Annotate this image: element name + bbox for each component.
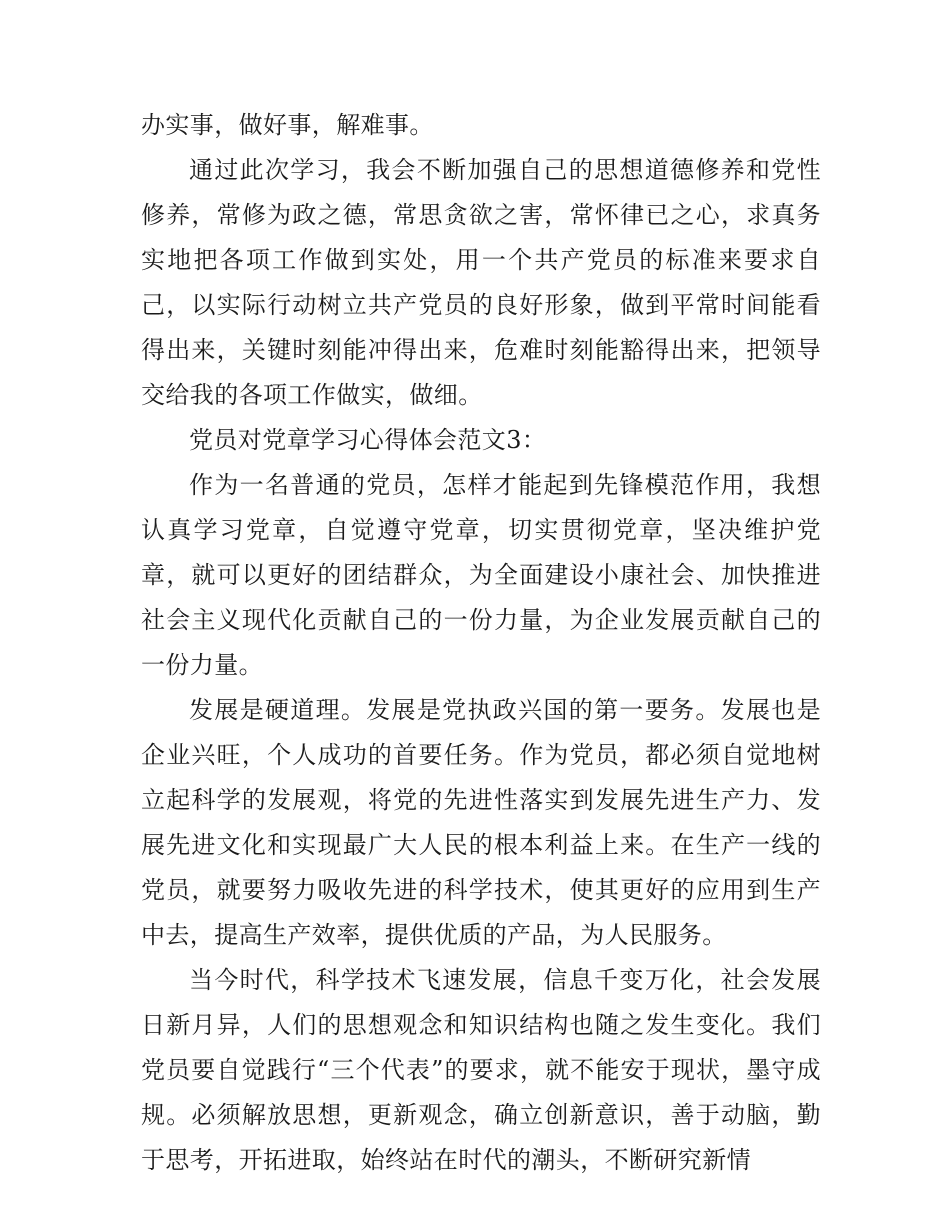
paragraph-continuation: 办实事，做好事，解难事。: [141, 111, 434, 139]
paragraph-innovation: 当今时代，科学技术飞速发展，信息千变万化，社会发展日新月异，人们的思想观念和知识结构也随之发生变化。我们党员要自觉践行“三个代表”的要求，就不能安于现状，墨守成规。必须解放思想，更新观念，确立创新意识，善于动脑，勤于思考，开拓进取，始终站在时代的潮头，不断研究新情: [141, 966, 821, 1174]
document-body: [141, 103, 821, 1183]
paragraph-role-model: 作为一名普通的党员，怎样才能起到先锋模范作用，我想认真学习党章，自觉遵守党章，切实贯彻党章，坚决维护党章，就可以更好的团结群众，为全面建设小康社会、加快推进社会主义现代化贡献自己的一份力量，为企业发展贡献自己的一份力量。: [141, 471, 821, 679]
paragraph-study-commitment: 通过此次学习，我会不断加强自己的思想道德修养和党性修养，常修为政之德，常思贪欲之害，常怀律已之心，求真务实地把各项工作做到实处，用一个共产党员的标准来要求自己，以实际行动树立共产党员的良好形象，做到平常时间能看得出来，关键时刻能冲得出来，危难时刻能豁得出来，把领导交给我的各项工作做实，做细。: [141, 156, 821, 409]
section-heading: 党员对党章学习心得体会范文3：: [189, 426, 547, 454]
paragraph-development: 发展是硬道理。发展是党执政兴国的第一要务。发展也是企业兴旺，个人成功的首要任务。作为党员，都必须自觉地树立起科学的发展观，将党的先进性落实到发展先进生产力、发展先进文化和实现最广大人民的根本利益上来。在生产一线的党员，就要努力吸收先进的科学技术，使其更好的应用到生产中去，提高生产效率，提供优质的产品，为人民服务。: [141, 696, 821, 949]
